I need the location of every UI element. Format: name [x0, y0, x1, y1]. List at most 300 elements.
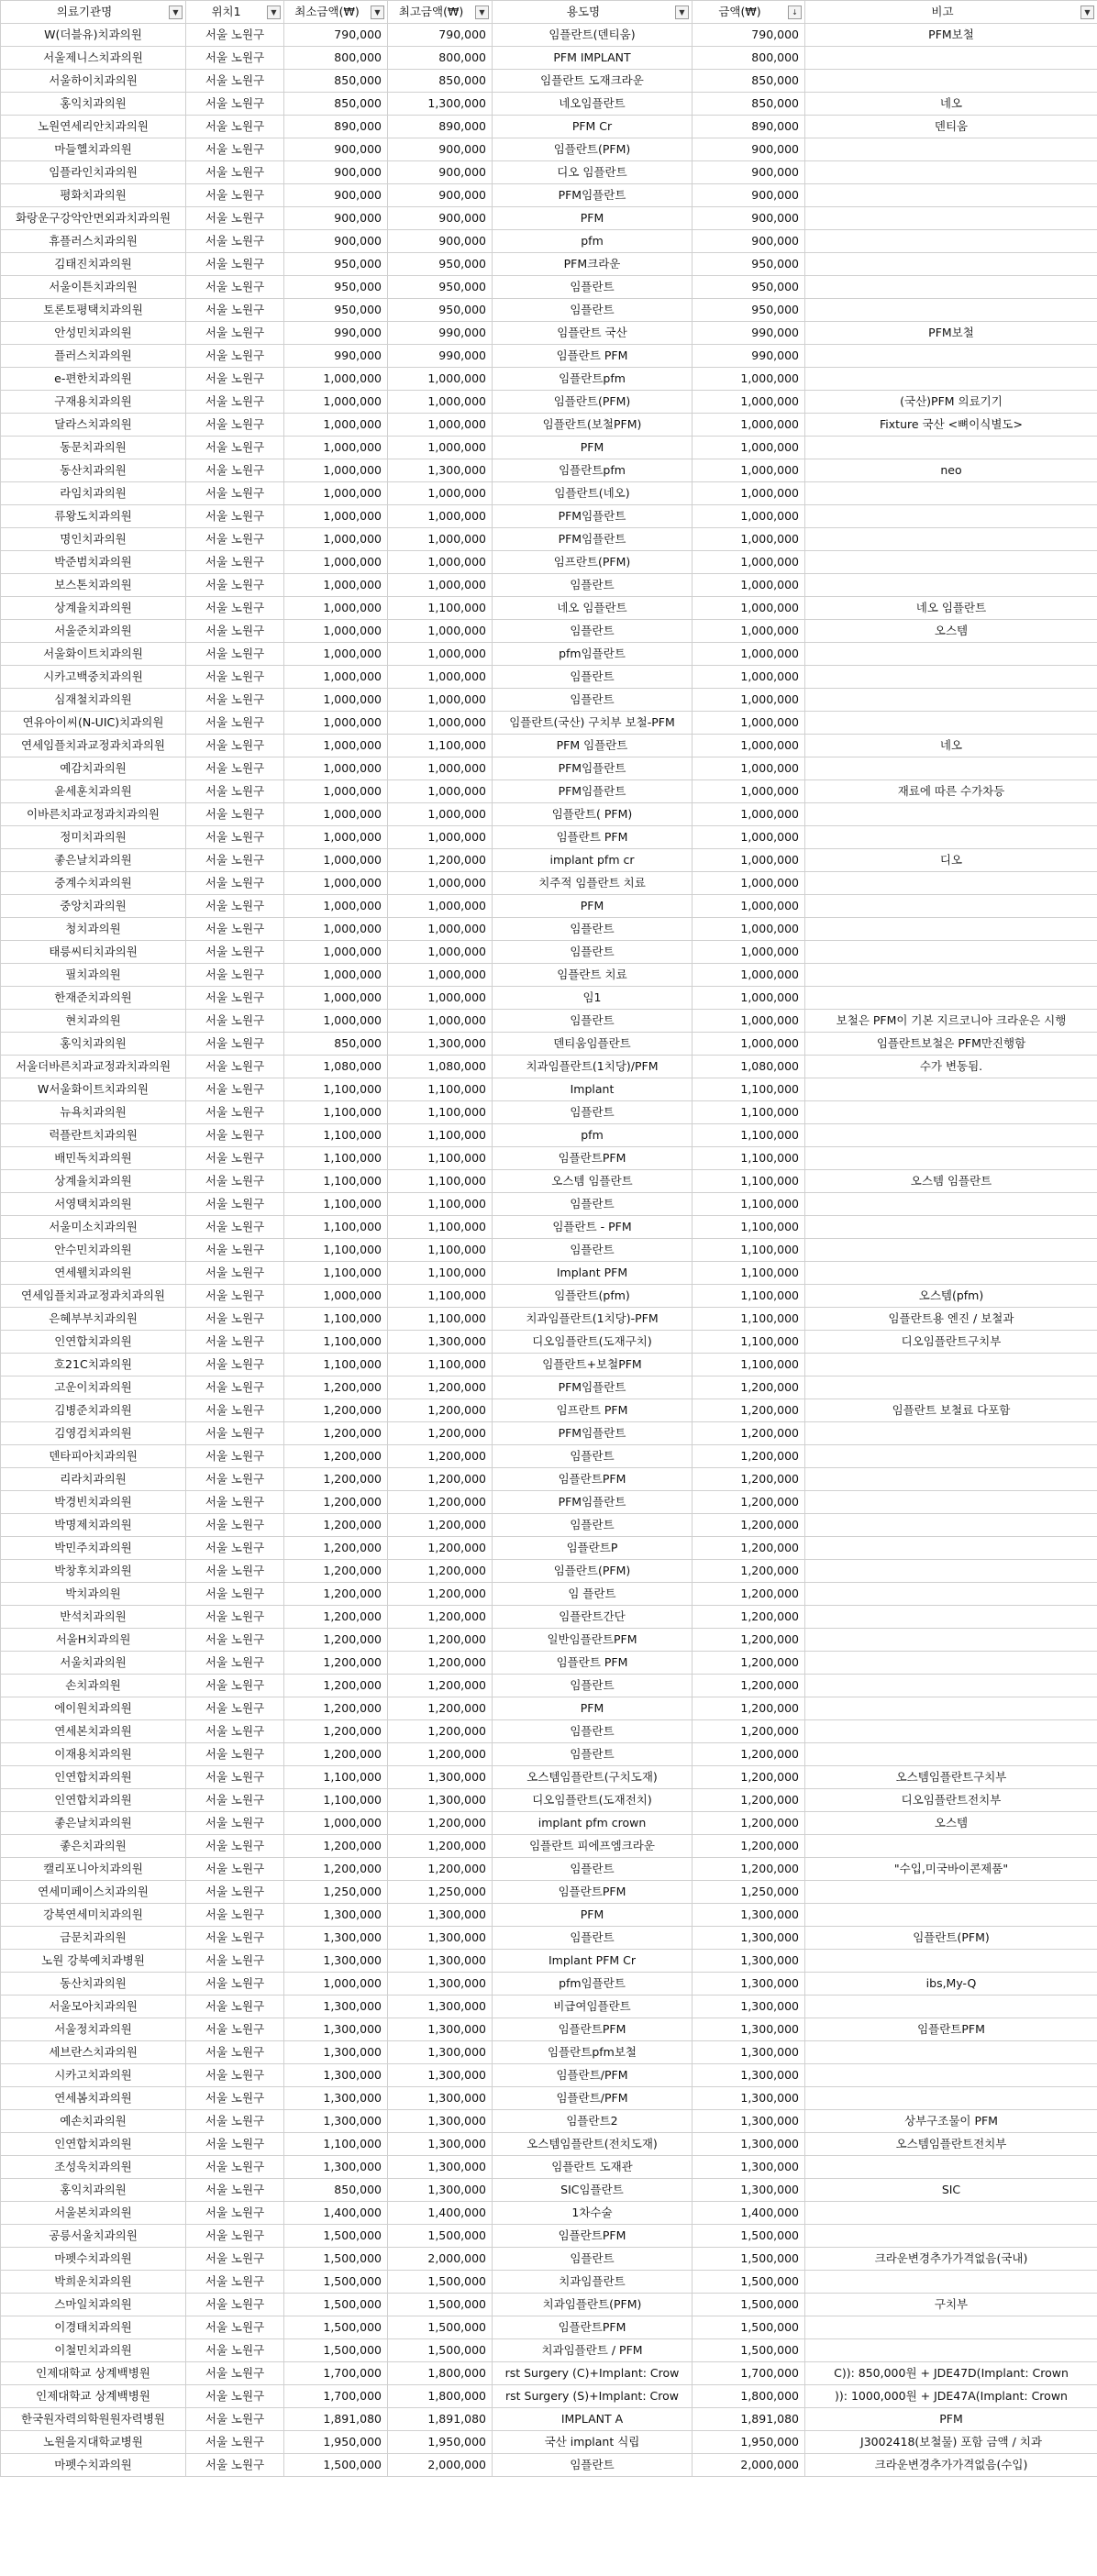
cell-location[interactable]: 서울 노원구 — [186, 2156, 284, 2179]
cell-max-price[interactable]: 1,200,000 — [388, 1812, 493, 1835]
cell-max-price[interactable]: 1,300,000 — [388, 1904, 493, 1927]
cell-notes[interactable]: PFM — [805, 2408, 1097, 2431]
cell-min-price[interactable]: 1,891,080 — [284, 2408, 388, 2431]
cell-institution[interactable]: 좋은치과의원 — [1, 1835, 186, 1858]
cell-usage[interactable]: 임플란트 — [493, 1927, 693, 1950]
cell-notes[interactable] — [805, 895, 1097, 918]
cell-usage[interactable]: 덴티움임플란트 — [493, 1033, 693, 1056]
cell-institution[interactable]: 연세본치과의원 — [1, 1720, 186, 1743]
cell-max-price[interactable]: 1,200,000 — [388, 1583, 493, 1606]
cell-max-price[interactable]: 1,200,000 — [388, 1743, 493, 1766]
cell-notes[interactable]: 네오 — [805, 735, 1097, 757]
cell-location[interactable]: 서울 노원구 — [186, 1468, 284, 1491]
cell-location[interactable]: 서울 노원구 — [186, 1445, 284, 1468]
cell-location[interactable]: 서울 노원구 — [186, 1720, 284, 1743]
cell-institution[interactable]: 중앙치과의원 — [1, 895, 186, 918]
cell-min-price[interactable]: 1,300,000 — [284, 2064, 388, 2087]
cell-institution[interactable]: 박명제치과의원 — [1, 1514, 186, 1537]
cell-min-price[interactable]: 800,000 — [284, 47, 388, 70]
cell-institution[interactable]: 구재용치과의원 — [1, 391, 186, 414]
cell-notes[interactable] — [805, 2316, 1097, 2339]
cell-usage[interactable]: 임플란트pfm보철 — [493, 2041, 693, 2064]
cell-usage[interactable]: 임플란트 — [493, 1514, 693, 1537]
cell-min-price[interactable]: 1,100,000 — [284, 1147, 388, 1170]
cell-max-price[interactable]: 1,000,000 — [388, 803, 493, 826]
cell-notes[interactable] — [805, 1101, 1097, 1124]
cell-min-price[interactable]: 890,000 — [284, 116, 388, 138]
cell-max-price[interactable]: 1,100,000 — [388, 735, 493, 757]
dropdown-arrow-icon[interactable]: ▼ — [169, 6, 183, 19]
cell-max-price[interactable]: 890,000 — [388, 116, 493, 138]
cell-price[interactable]: 1,000,000 — [693, 1033, 805, 1056]
cell-min-price[interactable]: 1,100,000 — [284, 1216, 388, 1239]
cell-usage[interactable]: 임플란트pfm — [493, 459, 693, 482]
cell-usage[interactable]: Implant — [493, 1078, 693, 1101]
cell-price[interactable]: 1,100,000 — [693, 1170, 805, 1193]
cell-max-price[interactable]: 1,200,000 — [388, 1491, 493, 1514]
cell-price[interactable]: 900,000 — [693, 230, 805, 253]
cell-usage[interactable]: PFM임플란트 — [493, 1491, 693, 1514]
cell-location[interactable]: 서울 노원구 — [186, 505, 284, 528]
cell-institution[interactable]: 박준범치과의원 — [1, 551, 186, 574]
cell-max-price[interactable]: 1,000,000 — [388, 941, 493, 964]
cell-min-price[interactable]: 1,000,000 — [284, 620, 388, 643]
cell-max-price[interactable]: 1,200,000 — [388, 1376, 493, 1399]
cell-min-price[interactable]: 1,200,000 — [284, 1399, 388, 1422]
cell-max-price[interactable]: 1,200,000 — [388, 849, 493, 872]
cell-price[interactable]: 1,200,000 — [693, 1376, 805, 1399]
cell-institution[interactable]: 배민독치과의원 — [1, 1147, 186, 1170]
cell-institution[interactable]: 캘리포니아치과의원 — [1, 1858, 186, 1881]
cell-price[interactable]: 1,200,000 — [693, 1652, 805, 1675]
cell-notes[interactable]: 오스템임플란트전치부 — [805, 2133, 1097, 2156]
cell-location[interactable]: 서울 노원구 — [186, 872, 284, 895]
cell-usage[interactable]: 임플란트PFM — [493, 2018, 693, 2041]
cell-usage[interactable]: 임플란트 — [493, 1445, 693, 1468]
cell-institution[interactable]: 서울준치과의원 — [1, 620, 186, 643]
cell-max-price[interactable]: 1,800,000 — [388, 2385, 493, 2408]
cell-usage[interactable]: 임플란트pfm — [493, 368, 693, 391]
cell-usage[interactable]: 임플란트 — [493, 1743, 693, 1766]
cell-max-price[interactable]: 1,100,000 — [388, 1078, 493, 1101]
cell-max-price[interactable]: 1,000,000 — [388, 414, 493, 437]
cell-notes[interactable] — [805, 689, 1097, 712]
cell-usage[interactable]: 임프란트(PFM) — [493, 551, 693, 574]
cell-location[interactable]: 서울 노원구 — [186, 1629, 284, 1652]
cell-location[interactable]: 서울 노원구 — [186, 2110, 284, 2133]
cell-price[interactable]: 950,000 — [693, 253, 805, 276]
cell-max-price[interactable]: 1,000,000 — [388, 528, 493, 551]
cell-max-price[interactable]: 1,300,000 — [388, 2179, 493, 2202]
cell-usage[interactable]: PFM임플란트 — [493, 184, 693, 207]
cell-notes[interactable]: (국산)PFM 의료기기 — [805, 391, 1097, 414]
cell-notes[interactable]: 디오 — [805, 849, 1097, 872]
cell-min-price[interactable]: 1,000,000 — [284, 528, 388, 551]
cell-institution[interactable]: 인연합치과의원 — [1, 1331, 186, 1354]
cell-max-price[interactable]: 1,300,000 — [388, 2087, 493, 2110]
cell-max-price[interactable]: 1,300,000 — [388, 93, 493, 116]
sort-ascending-filter-icon[interactable]: ↓ — [788, 6, 802, 19]
cell-usage[interactable]: 임플란트 국산 — [493, 322, 693, 345]
cell-usage[interactable]: 임플란트PFM — [493, 1147, 693, 1170]
cell-max-price[interactable]: 1,300,000 — [388, 2064, 493, 2087]
cell-usage[interactable]: 임플란트 — [493, 299, 693, 322]
cell-institution[interactable]: 안성민치과의원 — [1, 322, 186, 345]
cell-institution[interactable]: 인제대학교 상계백병원 — [1, 2362, 186, 2385]
cell-usage[interactable]: 임플란트 PFM — [493, 826, 693, 849]
cell-notes[interactable]: SIC — [805, 2179, 1097, 2202]
cell-location[interactable]: 서울 노원구 — [186, 414, 284, 437]
cell-location[interactable]: 서울 노원구 — [186, 1835, 284, 1858]
cell-usage[interactable]: 치과임플란트(1치당)/PFM — [493, 1056, 693, 1078]
cell-location[interactable]: 서울 노원구 — [186, 1950, 284, 1973]
cell-usage[interactable]: 임플란트2 — [493, 2110, 693, 2133]
cell-notes[interactable] — [805, 299, 1097, 322]
cell-usage[interactable]: 임플란트 — [493, 1010, 693, 1033]
cell-usage[interactable]: 임플란트간단 — [493, 1606, 693, 1629]
cell-location[interactable]: 서울 노원구 — [186, 276, 284, 299]
cell-max-price[interactable]: 1,300,000 — [388, 1996, 493, 2018]
cell-max-price[interactable]: 1,000,000 — [388, 620, 493, 643]
cell-usage[interactable]: 임플란트(네오) — [493, 482, 693, 505]
cell-institution[interactable]: 청치과의원 — [1, 918, 186, 941]
cell-notes[interactable]: ibs,My-Q — [805, 1973, 1097, 1996]
cell-location[interactable]: 서울 노원구 — [186, 207, 284, 230]
cell-notes[interactable] — [805, 2225, 1097, 2248]
cell-min-price[interactable]: 1,000,000 — [284, 505, 388, 528]
cell-notes[interactable]: 오스템 — [805, 620, 1097, 643]
cell-price[interactable]: 1,000,000 — [693, 803, 805, 826]
cell-institution[interactable]: 마들헬치과의원 — [1, 138, 186, 161]
cell-usage[interactable]: SIC임플란트 — [493, 2179, 693, 2202]
cell-location[interactable]: 서울 노원구 — [186, 299, 284, 322]
cell-min-price[interactable]: 1,200,000 — [284, 1743, 388, 1766]
cell-notes[interactable] — [805, 826, 1097, 849]
cell-max-price[interactable]: 1,000,000 — [388, 689, 493, 712]
cell-max-price[interactable]: 1,200,000 — [388, 1720, 493, 1743]
cell-usage[interactable]: PFM — [493, 1904, 693, 1927]
cell-max-price[interactable]: 1,000,000 — [388, 1010, 493, 1033]
cell-min-price[interactable]: 1,300,000 — [284, 2110, 388, 2133]
cell-notes[interactable]: 상부구조물이 PFM — [805, 2110, 1097, 2133]
cell-min-price[interactable]: 1,700,000 — [284, 2385, 388, 2408]
cell-usage[interactable]: 임플란트(PFM) — [493, 1560, 693, 1583]
cell-min-price[interactable]: 1,100,000 — [284, 1170, 388, 1193]
cell-max-price[interactable]: 900,000 — [388, 230, 493, 253]
cell-usage[interactable]: 임플란트 치료 — [493, 964, 693, 987]
dropdown-arrow-icon[interactable]: ▼ — [267, 6, 281, 19]
cell-min-price[interactable]: 1,300,000 — [284, 1950, 388, 1973]
cell-max-price[interactable]: 2,000,000 — [388, 2454, 493, 2477]
cell-notes[interactable] — [805, 574, 1097, 597]
cell-max-price[interactable]: 800,000 — [388, 47, 493, 70]
cell-location[interactable]: 서울 노원구 — [186, 1101, 284, 1124]
cell-usage[interactable]: rst Surgery (S)+Implant: Crow — [493, 2385, 693, 2408]
cell-location[interactable]: 서울 노원구 — [186, 1056, 284, 1078]
cell-notes[interactable] — [805, 1239, 1097, 1262]
cell-max-price[interactable]: 1,200,000 — [388, 1697, 493, 1720]
cell-usage[interactable]: pfm임플란트 — [493, 1973, 693, 1996]
cell-institution[interactable]: 인제대학교 상계백병원 — [1, 2385, 186, 2408]
cell-usage[interactable]: 디오임플란트(도재구치) — [493, 1331, 693, 1354]
cell-price[interactable]: 1,100,000 — [693, 1331, 805, 1354]
cell-min-price[interactable]: 1,100,000 — [284, 1331, 388, 1354]
cell-usage[interactable]: PFM임플란트 — [493, 505, 693, 528]
cell-location[interactable]: 서울 노원구 — [186, 2041, 284, 2064]
cell-price[interactable]: 1,800,000 — [693, 2385, 805, 2408]
cell-notes[interactable] — [805, 1514, 1097, 1537]
cell-notes[interactable] — [805, 2064, 1097, 2087]
cell-min-price[interactable]: 1,200,000 — [284, 1675, 388, 1697]
cell-min-price[interactable]: 1,080,000 — [284, 1056, 388, 1078]
cell-notes[interactable] — [805, 757, 1097, 780]
dropdown-arrow-icon[interactable]: ▼ — [475, 6, 489, 19]
cell-location[interactable]: 서울 노원구 — [186, 964, 284, 987]
cell-notes[interactable]: Fixture 국산 <뼈이식별도> — [805, 414, 1097, 437]
cell-max-price[interactable]: 1,200,000 — [388, 1858, 493, 1881]
cell-notes[interactable] — [805, 2271, 1097, 2294]
cell-usage[interactable]: PFM — [493, 1697, 693, 1720]
cell-price[interactable]: 1,200,000 — [693, 1560, 805, 1583]
cell-price[interactable]: 1,200,000 — [693, 1491, 805, 1514]
cell-location[interactable]: 서울 노원구 — [186, 2225, 284, 2248]
cell-institution[interactable]: 김태진치과의원 — [1, 253, 186, 276]
cell-min-price[interactable]: 1,000,000 — [284, 414, 388, 437]
cell-max-price[interactable]: 1,200,000 — [388, 1537, 493, 1560]
cell-usage[interactable]: implant pfm cr — [493, 849, 693, 872]
cell-max-price[interactable]: 990,000 — [388, 322, 493, 345]
cell-location[interactable]: 서울 노원구 — [186, 712, 284, 735]
cell-max-price[interactable]: 1,100,000 — [388, 1308, 493, 1331]
cell-notes[interactable] — [805, 2087, 1097, 2110]
cell-price[interactable]: 1,200,000 — [693, 1399, 805, 1422]
cell-institution[interactable]: 서울제니스치과의원 — [1, 47, 186, 70]
cell-price[interactable]: 1,000,000 — [693, 712, 805, 735]
cell-min-price[interactable]: 1,500,000 — [284, 2294, 388, 2316]
cell-price[interactable]: 1,000,000 — [693, 757, 805, 780]
cell-min-price[interactable]: 1,200,000 — [284, 1583, 388, 1606]
cell-location[interactable]: 서울 노원구 — [186, 803, 284, 826]
cell-max-price[interactable]: 1,500,000 — [388, 2225, 493, 2248]
cell-max-price[interactable]: 1,100,000 — [388, 1147, 493, 1170]
cell-max-price[interactable]: 1,000,000 — [388, 505, 493, 528]
cell-max-price[interactable]: 1,100,000 — [388, 1239, 493, 1262]
cell-min-price[interactable]: 1,200,000 — [284, 1376, 388, 1399]
cell-notes[interactable] — [805, 1468, 1097, 1491]
cell-max-price[interactable]: 1,000,000 — [388, 826, 493, 849]
cell-notes[interactable] — [805, 643, 1097, 666]
cell-location[interactable]: 서울 노원구 — [186, 1033, 284, 1056]
cell-notes[interactable] — [805, 1491, 1097, 1514]
cell-max-price[interactable]: 1,300,000 — [388, 2110, 493, 2133]
cell-institution[interactable]: 한재준치과의원 — [1, 987, 186, 1010]
cell-usage[interactable]: 임플란트 — [493, 689, 693, 712]
cell-price[interactable]: 1,300,000 — [693, 1927, 805, 1950]
cell-institution[interactable]: 이경태치과의원 — [1, 2316, 186, 2339]
cell-min-price[interactable]: 850,000 — [284, 70, 388, 93]
cell-price[interactable]: 1,500,000 — [693, 2294, 805, 2316]
cell-location[interactable]: 서울 노원구 — [186, 1766, 284, 1789]
dropdown-arrow-icon[interactable]: ▼ — [675, 6, 689, 19]
cell-min-price[interactable]: 1,000,000 — [284, 574, 388, 597]
cell-institution[interactable]: 세브란스치과의원 — [1, 2041, 186, 2064]
cell-max-price[interactable]: 1,300,000 — [388, 1927, 493, 1950]
cell-price[interactable]: 990,000 — [693, 345, 805, 368]
cell-location[interactable]: 서울 노원구 — [186, 1193, 284, 1216]
cell-institution[interactable]: 임플라인치과의원 — [1, 161, 186, 184]
cell-location[interactable]: 서울 노원구 — [186, 620, 284, 643]
cell-institution[interactable]: W서울화이트치과의원 — [1, 1078, 186, 1101]
cell-notes[interactable] — [805, 1354, 1097, 1376]
cell-institution[interactable]: 예손치과의원 — [1, 2110, 186, 2133]
cell-notes[interactable]: 구치부 — [805, 2294, 1097, 2316]
cell-location[interactable]: 서울 노원구 — [186, 1399, 284, 1422]
cell-price[interactable]: 900,000 — [693, 207, 805, 230]
cell-price[interactable]: 1,100,000 — [693, 1262, 805, 1285]
cell-location[interactable]: 서울 노원구 — [186, 322, 284, 345]
cell-max-price[interactable]: 1,200,000 — [388, 1606, 493, 1629]
cell-min-price[interactable]: 1,000,000 — [284, 803, 388, 826]
cell-price[interactable]: 1,100,000 — [693, 1308, 805, 1331]
cell-location[interactable]: 서울 노원구 — [186, 2385, 284, 2408]
cell-notes[interactable]: 임플란트PFM — [805, 2018, 1097, 2041]
cell-location[interactable]: 서울 노원구 — [186, 1606, 284, 1629]
cell-location[interactable]: 서울 노원구 — [186, 368, 284, 391]
cell-price[interactable]: 1,000,000 — [693, 368, 805, 391]
cell-notes[interactable]: 수가 변동됨. — [805, 1056, 1097, 1078]
cell-price[interactable]: 1,000,000 — [693, 482, 805, 505]
cell-usage[interactable]: 임플란트PFM — [493, 1468, 693, 1491]
cell-max-price[interactable]: 1,500,000 — [388, 2339, 493, 2362]
cell-institution[interactable]: 홍익치과의원 — [1, 1033, 186, 1056]
cell-usage[interactable]: 임플란트/PFM — [493, 2064, 693, 2087]
cell-price[interactable]: 1,100,000 — [693, 1216, 805, 1239]
cell-price[interactable]: 1,400,000 — [693, 2202, 805, 2225]
cell-price[interactable]: 900,000 — [693, 161, 805, 184]
cell-min-price[interactable]: 1,100,000 — [284, 1354, 388, 1376]
cell-max-price[interactable]: 1,100,000 — [388, 1170, 493, 1193]
cell-institution[interactable]: 서울이튼치과의원 — [1, 276, 186, 299]
cell-notes[interactable] — [805, 2202, 1097, 2225]
cell-location[interactable]: 서울 노원구 — [186, 2362, 284, 2385]
cell-price[interactable]: 900,000 — [693, 138, 805, 161]
cell-notes[interactable] — [805, 1881, 1097, 1904]
cell-location[interactable]: 서울 노원구 — [186, 2339, 284, 2362]
cell-location[interactable]: 서울 노원구 — [186, 161, 284, 184]
cell-usage[interactable]: 임플란트 PFM — [493, 1652, 693, 1675]
cell-usage[interactable]: PFM임플란트 — [493, 1422, 693, 1445]
cell-notes[interactable]: 오스템 — [805, 1812, 1097, 1835]
cell-max-price[interactable]: 1,300,000 — [388, 1789, 493, 1812]
cell-min-price[interactable]: 1,000,000 — [284, 918, 388, 941]
cell-location[interactable]: 서울 노원구 — [186, 1262, 284, 1285]
cell-usage[interactable]: 1차수술 — [493, 2202, 693, 2225]
cell-price[interactable]: 1,200,000 — [693, 1858, 805, 1881]
cell-location[interactable]: 서울 노원구 — [186, 1858, 284, 1881]
cell-usage[interactable]: PFM — [493, 895, 693, 918]
cell-max-price[interactable]: 1,000,000 — [388, 391, 493, 414]
cell-institution[interactable]: 연유아이씨(N-UIC)치과의원 — [1, 712, 186, 735]
cell-max-price[interactable]: 850,000 — [388, 70, 493, 93]
cell-price[interactable]: 1,200,000 — [693, 1629, 805, 1652]
cell-max-price[interactable]: 950,000 — [388, 253, 493, 276]
cell-usage[interactable]: rst Surgery (C)+Implant: Crow — [493, 2362, 693, 2385]
cell-max-price[interactable]: 950,000 — [388, 276, 493, 299]
cell-notes[interactable] — [805, 941, 1097, 964]
cell-location[interactable]: 서울 노원구 — [186, 757, 284, 780]
cell-notes[interactable]: "수입,미국바이콘제품" — [805, 1858, 1097, 1881]
cell-institution[interactable]: 윤세훈치과의원 — [1, 780, 186, 803]
cell-min-price[interactable]: 1,000,000 — [284, 368, 388, 391]
cell-max-price[interactable]: 1,000,000 — [388, 666, 493, 689]
cell-max-price[interactable]: 1,100,000 — [388, 1124, 493, 1147]
cell-institution[interactable]: 심재철치과의원 — [1, 689, 186, 712]
cell-price[interactable]: 1,300,000 — [693, 2179, 805, 2202]
cell-institution[interactable]: 인연합치과의원 — [1, 1789, 186, 1812]
cell-usage[interactable]: 임플란트 — [493, 276, 693, 299]
cell-location[interactable]: 서울 노원구 — [186, 138, 284, 161]
cell-notes[interactable] — [805, 253, 1097, 276]
cell-max-price[interactable]: 900,000 — [388, 138, 493, 161]
cell-max-price[interactable]: 1,100,000 — [388, 1262, 493, 1285]
cell-min-price[interactable]: 1,200,000 — [284, 1537, 388, 1560]
cell-notes[interactable]: 네오 — [805, 93, 1097, 116]
cell-usage[interactable]: 임플란트(덴티움) — [493, 24, 693, 47]
cell-min-price[interactable]: 900,000 — [284, 184, 388, 207]
cell-institution[interactable]: 서울치과의원 — [1, 1652, 186, 1675]
cell-notes[interactable] — [805, 1560, 1097, 1583]
cell-institution[interactable]: 서울더바른치과교정과치과의원 — [1, 1056, 186, 1078]
cell-max-price[interactable]: 1,000,000 — [388, 368, 493, 391]
cell-notes[interactable]: 재료에 따른 수가차등 — [805, 780, 1097, 803]
cell-notes[interactable]: 임플란트 보철료 다포함 — [805, 1399, 1097, 1422]
cell-location[interactable]: 서울 노원구 — [186, 735, 284, 757]
cell-usage[interactable]: 임플란트 — [493, 1858, 693, 1881]
cell-location[interactable]: 서울 노원구 — [186, 1491, 284, 1514]
cell-min-price[interactable]: 1,000,000 — [284, 941, 388, 964]
cell-notes[interactable] — [805, 161, 1097, 184]
cell-institution[interactable]: 박경빈치과의원 — [1, 1491, 186, 1514]
cell-min-price[interactable]: 900,000 — [284, 138, 388, 161]
cell-price[interactable]: 1,000,000 — [693, 941, 805, 964]
cell-usage[interactable]: 임플란트 PFM — [493, 345, 693, 368]
cell-min-price[interactable]: 1,300,000 — [284, 2018, 388, 2041]
cell-min-price[interactable]: 1,200,000 — [284, 1514, 388, 1537]
cell-notes[interactable]: 덴티움 — [805, 116, 1097, 138]
cell-institution[interactable]: W(더블유)치과의원 — [1, 24, 186, 47]
cell-notes[interactable]: neo — [805, 459, 1097, 482]
cell-institution[interactable]: 손치과의원 — [1, 1675, 186, 1697]
cell-notes[interactable] — [805, 1216, 1097, 1239]
cell-notes[interactable]: PFM보철 — [805, 322, 1097, 345]
cell-min-price[interactable]: 1,100,000 — [284, 1193, 388, 1216]
cell-price[interactable]: 1,300,000 — [693, 2041, 805, 2064]
cell-max-price[interactable]: 1,300,000 — [388, 1331, 493, 1354]
cell-min-price[interactable]: 1,200,000 — [284, 1629, 388, 1652]
cell-notes[interactable] — [805, 1629, 1097, 1652]
cell-notes[interactable] — [805, 1193, 1097, 1216]
cell-max-price[interactable]: 1,200,000 — [388, 1514, 493, 1537]
cell-institution[interactable]: 리라치과의원 — [1, 1468, 186, 1491]
cell-institution[interactable]: 서울본치과의원 — [1, 2202, 186, 2225]
cell-location[interactable]: 서울 노원구 — [186, 1514, 284, 1537]
cell-institution[interactable]: 공릉서울치과의원 — [1, 2225, 186, 2248]
cell-usage[interactable]: 임플란트 — [493, 1193, 693, 1216]
cell-max-price[interactable]: 790,000 — [388, 24, 493, 47]
cell-price[interactable]: 1,000,000 — [693, 505, 805, 528]
cell-institution[interactable]: 상계율치과의원 — [1, 1170, 186, 1193]
cell-price[interactable]: 1,100,000 — [693, 1239, 805, 1262]
